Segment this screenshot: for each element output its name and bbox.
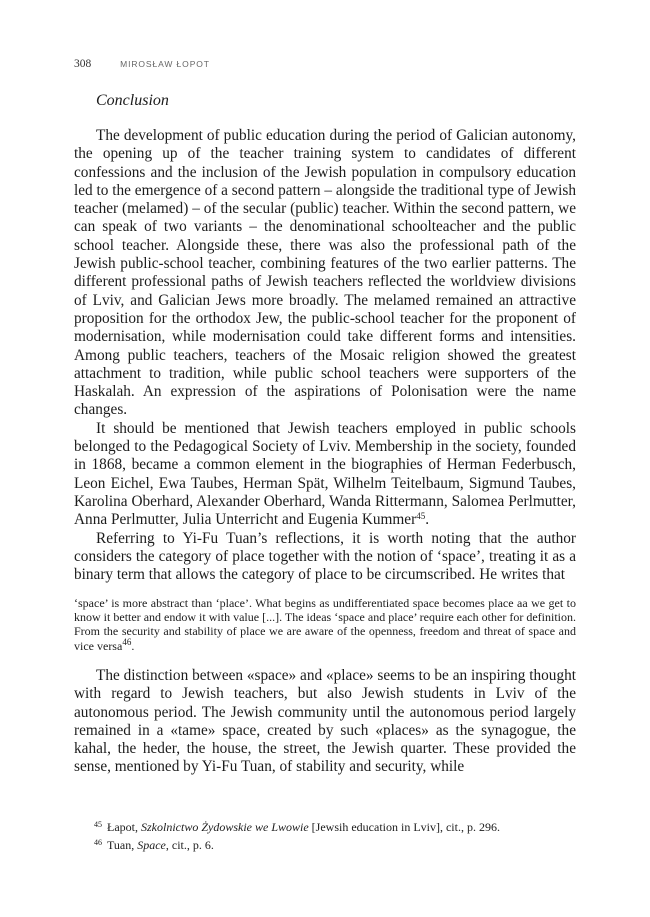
paragraph: Referring to Yi-Fu Tuan’s reflections, it is worth noting that the author considers the category of place together with the notion of ‘space’, treating it as a binary term that allows the category of place to be circumscribed. He writes that — [74, 529, 576, 584]
footnotes — [94, 817, 576, 853]
footnote: $^{46}$ Tuan, Space, cit., p. 6. — [94, 838, 214, 852]
running-header-author: MIROSŁAW ŁOPOT — [120, 59, 210, 69]
paragraph: The development of public education during the period of Galician autonomy, the opening up of the teacher training system to candidates of different confessions and the inclusion of the Jewish population in compulsory education led to the emergence of a second pattern – alongside the traditional type of Jewish teacher (melamed) – of the secular (public) teacher. Within the second pattern, we can speak of two variants – the denominational schoolteacher and the public school teacher. Alongside these, there was also the professional path of the Jewish public-school teacher, combining features of the two earlier patterns. The different professional paths of Jewish teachers reflected the worldview divisions of Lviv, and Galician Jews more broadly. The melamed remained an attractive proposition for the orthodox Jew, the public-school teacher for the proponent of modernisation, while modernisation could take different forms and intensities. Among public teachers, teachers of the Mosaic religion showed the greatest attachment to tradition, while public school teachers were supporters of the Haskalah. An expression of the aspirations of Polonisation were the name changes. — [74, 127, 576, 419]
block-quote: ‘space’ is more abstract than ‘place’. What begins as undifferentiated space becomes place aa we get to know it better and endow it with value [...]. The ideas ‘space and place’ require each other for definition. From the security and stability of place we are aware of the openness, freedom and threat of space and vice versa$^{46}$. — [74, 596, 576, 653]
footnote-reference[interactable]: 46 — [122, 636, 132, 647]
section-heading: Conclusion — [96, 92, 169, 109]
footnote-mark: 45 — [94, 820, 102, 829]
footnote-mark: 46 — [94, 838, 102, 847]
page-number: 308 — [74, 58, 92, 70]
body-text-continued — [74, 667, 576, 777]
body-text — [74, 127, 576, 584]
footnote: $^{45}$ Łapot, Szkolnictwo Żydowskie we Lwowie [Jewsih education in Lviv], cit., p. 296. — [94, 820, 500, 834]
running-header — [74, 58, 210, 70]
paragraph: The distinction between «space» and «place» seems to be an inspiring thought with regard to Jewish teachers, but also Jewish students in Lviv of the autonomous period. The Jewish community until the autonomous period largely remained in a «tame» space, created by such «places» as the synagogue, the kahal, the heder, the house, the street, the Jewish quarter. These provided the sense, mentioned by Yi-Fu Tuan, of stability and security, while — [74, 667, 576, 776]
paragraph: It should be mentioned that Jewish teachers employed in public schools belonged to the Pedagogical Society of Lviv. Membership in the society, founded in 1868, became a common element in the biographies of Herman Federbusch, Leon Eichel, Ewa Taubes, Herman Spät, Wilhelm Teitelbaum, Sigmund Taubes, Karolina Oberhard, Alexander Oberhard, Wanda Rittermann, Salomea Perlmutter, Anna Perlmutter, Julia Unterricht and Eugenia Kummer$^{45}$. — [74, 419, 576, 529]
footnote-reference[interactable]: 45 — [416, 511, 426, 522]
